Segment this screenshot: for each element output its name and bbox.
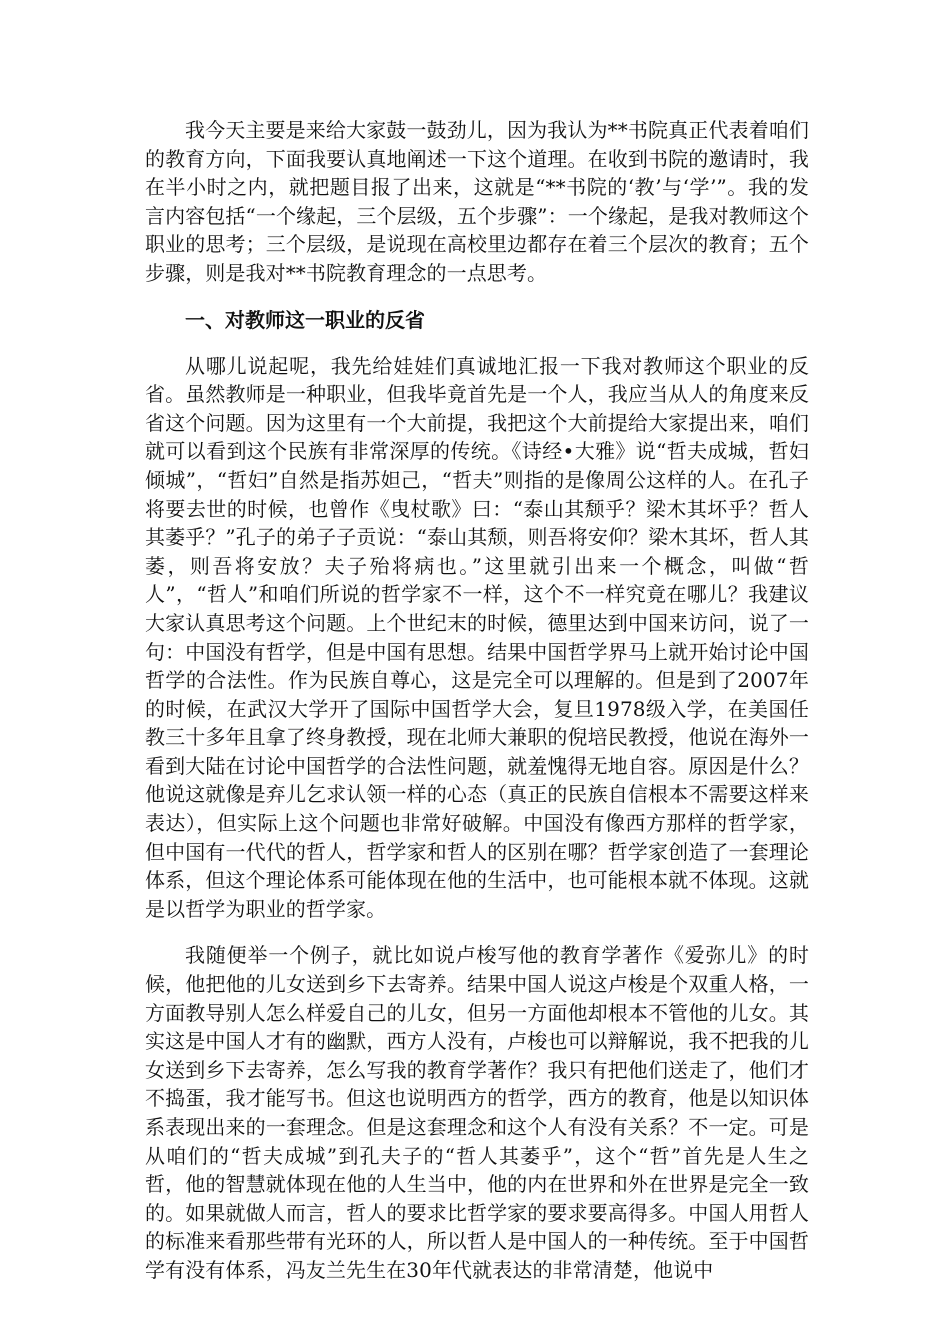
intro-paragraph: 我今天主要是来给大家鼓一鼓劲儿，因为我认为**书院真正代表着咱们的教育方向，下面我要认真地阐述一下这个道理。在收到书院的邀请时，我在半小时之内，就把题目报了出来，这就是“**书院的‘教’与‘学’”。我的发言内容包括“一个缘起，三个层级，五个步骤”：一个缘起，是我对教师这个职业的思考；三个层级，是说现在高校里边都存在着三个层次的教育；五个步骤，则是我对**书院教育理念的一点思考。 <box>145 118 809 285</box>
document-page <box>145 116 809 1285</box>
body-paragraph-philosopher: 从哪儿说起呢，我先给娃娃们真诚地汇报一下我对教师这个职业的反省。虽然教师是一种职业，但我毕竟首先是一个人，我应当从人的角度来反省这个问题。因为这里有一个大前提，我把这个大前提给大家提出来，咱们就可以看到这个民族有非常深厚的传统。《诗经•大雅》说“哲夫成城，哲妇倾城”，“哲妇”自然是指苏妲己，“哲夫”则指的是像周公这样的人。在孔子将要去世的时候，也曾作《曳杖歌》曰：“泰山其颓乎？梁木其坏乎？哲人其萎乎？”孔子的弟子子贡说：“泰山其颓，则吾将安仰？梁木其坏，哲人其萎，则吾将安放？夫子殆将病也。”这里就引出来一个概念，叫做“哲人”，“哲人”和咱们所说的哲学家不一样，这个不一样究竟在哪儿？我建议大家认真思考这个问题。上个世纪末的时候，德里达到中国来访问，说了一句：中国没有哲学，但是中国有思想。结果中国哲学界马上就开始讨论中国哲学的合法性。作为民族自尊心，这是完全可以理解的。但是到了2007年的时候，在武汉大学开了国际中国哲学大会，复旦1978级入学，在美国任教三十多年且拿了终身教授，现在北师大兼职的倪培民教授，他说在海外一看到大陆在讨论中国哲学的合法性问题，就羞愧得无地自容。原因是什么？他说这就像是弃儿乞求认领一样的心态（真正的民族自信根本不需要这样来表达），但实际上这个问题也非常好破解。中国没有像西方那样的哲学家，但中国有一代代的哲人，哲学家和哲人的区别在哪？哲学家创造了一套理论体系，但这个理论体系可能体现在他的生活中，也可能根本就不体现。这就是以哲学为职业的哲学家。 <box>145 353 809 921</box>
section-heading: 一、对教师这一职业的反省 <box>185 307 425 332</box>
body-paragraph-rousseau: 我随便举一个例子，就比如说卢梭写他的教育学著作《爱弥儿》的时候，他把他的儿女送到乡下去寄养。结果中国人说这卢梭是个双重人格，一方面教导别人怎么样爱自己的儿女，但另一方面他却根本不管他的儿女。其实这是中国人才有的幽默，西方人没有，卢梭也可以辩解说，我不把我的儿女送到乡下去寄养，怎么写我的教育学著作？我只有把他们送走了，他们才不捣蛋，我才能写书。但这也说明西方的哲学，西方的教育，他是以知识体系表现出来的一套理念。但是这套理念和这个人有没有关系？不一定。可是从咱们的“哲夫成城”到孔夫子的“哲人其萎乎”，这个“哲”首先是人生之哲，他的智慧就体现在他的人生当中，他的内在世界和外在世界是完全一致的。如果就做人而言，哲人的要求比哲学家的要求要高得多。中国人用哲人的标准来看那些带有光环的人，所以哲人是中国人的一种传统。至于中国哲学有没有体系，冯友兰先生在30年代就表达的非常清楚，他说中 <box>145 943 809 1282</box>
